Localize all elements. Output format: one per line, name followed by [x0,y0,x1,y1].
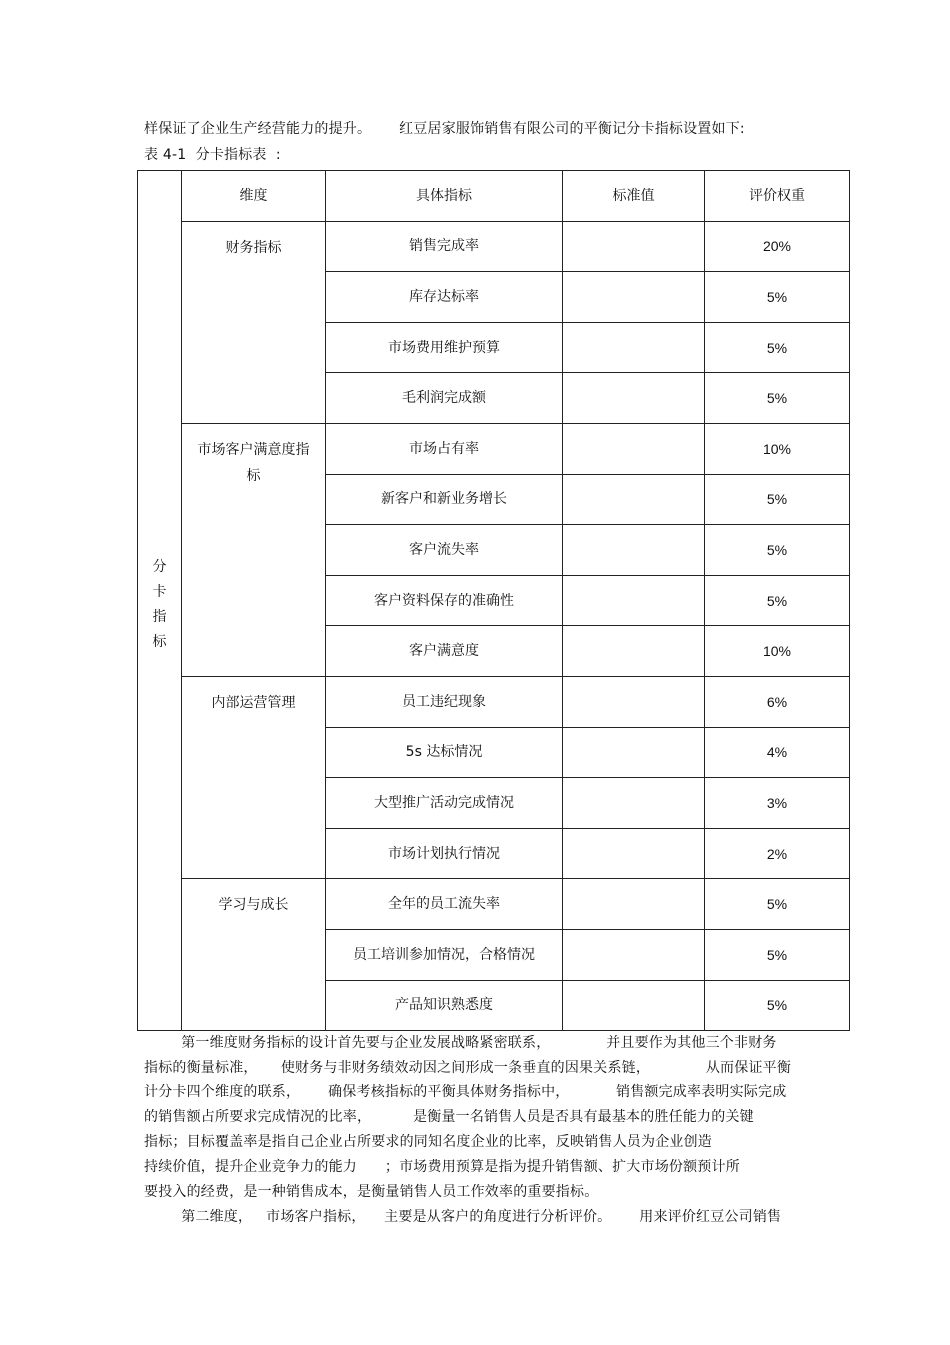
table-header-row [138,171,850,222]
standard-cell [563,373,705,424]
standard-cell [563,423,705,474]
weight-cell: 5% [705,929,850,980]
indicator-cell: 客户流失率 [326,525,563,576]
standard-cell [563,525,705,576]
header-cell: 维度 [182,171,326,222]
side-label-char: 卡 [152,583,167,600]
header-cell: 标准值 [563,171,705,222]
paragraph-line: 的销售额占所要求完成情况的比率， 是衡量一名销售人员是否具有最基本的胜任能力的关键 [144,1109,754,1125]
weight-cell: 2% [705,828,850,879]
weight-cell: 3% [705,778,850,829]
indicator-cell: 客户资料保存的准确性 [326,575,563,626]
standard-cell [563,575,705,626]
weight-cell: 10% [705,626,850,677]
standard-cell [563,727,705,778]
weight-cell: 6% [705,676,850,727]
weight-cell: 5% [705,373,850,424]
standard-cell [563,879,705,930]
standard-cell [563,778,705,829]
weight-cell: 5% [705,322,850,373]
weight-cell: 5% [705,575,850,626]
header-cell: 具体指标 [326,171,563,222]
dimension-cell: 学习与成长 [182,879,326,1031]
indicator-cell: 客户满意度 [326,626,563,677]
weight-cell: 4% [705,727,850,778]
standard-cell [563,322,705,373]
weight-cell: 5% [705,879,850,930]
indicator-cell: 员工培训参加情况，合格情况 [326,929,563,980]
side-label [138,171,182,1031]
table-row [138,221,850,272]
standard-cell [563,474,705,525]
header-cell: 评价权重 [705,171,850,222]
standard-cell [563,676,705,727]
indicator-cell: 产品知识熟悉度 [326,980,563,1031]
table-row [138,879,850,930]
standard-cell [563,929,705,980]
weight-cell: 5% [705,474,850,525]
standard-cell [563,828,705,879]
intro-line: 样保证了企业生产经营能力的提升。 红豆居家服饰销售有限公司的平衡记分卡指标设置如下: [144,121,745,137]
scorecard-table [137,170,850,1031]
side-label-char: 分 [152,558,167,575]
indicator-cell: 5s 达标情况 [326,727,563,778]
paragraph-line: 第二维度， 市场客户指标， 主要是从客户的角度进行分析评价。 用来评价红豆公司销售 [144,1209,782,1225]
dimension-cell: 财务指标 [182,221,326,423]
weight-cell: 5% [705,272,850,323]
standard-cell [563,221,705,272]
weight-cell: 5% [705,980,850,1031]
indicator-cell: 毛利润完成额 [326,373,563,424]
paragraph-line: 持续价值，提升企业竞争力的能力 ；市场费用预算是指为提升销售额、扩大市场份额预计所 [144,1159,740,1175]
dimension-cell: 市场客户满意度指标 [182,423,326,676]
dimension-cell: 内部运营管理 [182,676,326,878]
indicator-cell: 市场计划执行情况 [326,828,563,879]
paragraph-line: 计分卡四个维度的联系， 确保考核指标的平衡具体财务指标中， 销售额完成率表明实际完成 [144,1084,787,1100]
standard-cell [563,980,705,1031]
indicator-cell: 新客户和新业务增长 [326,474,563,525]
standard-cell [563,272,705,323]
weight-cell: 5% [705,525,850,576]
indicator-cell: 库存达标率 [326,272,563,323]
side-label-char: 指 [152,608,167,625]
table-row [138,423,850,474]
indicator-cell: 市场费用维护预算 [326,322,563,373]
table-row [138,676,850,727]
weight-cell: 10% [705,423,850,474]
table-caption: 表 4-1 分卡指标表 : [144,147,281,163]
weight-cell: 20% [705,221,850,272]
paragraph-line: 指标；目标覆盖率是指自己企业占所要求的同知名度企业的比率，反映销售人员为企业创造 [144,1134,712,1150]
indicator-cell: 销售完成率 [326,221,563,272]
standard-cell [563,626,705,677]
indicator-cell: 大型推广活动完成情况 [326,778,563,829]
paragraph-line: 指标的衡量标准， 使财务与非财务绩效动因之间形成一条垂直的因果关系链， 从而保证平衡 [144,1060,792,1076]
paragraph-line: 第一维度财务指标的设计首先要与企业发展战略紧密联系， 并且要作为其他三个非财务 [144,1035,777,1051]
paragraph-line: 要投入的经费，是一种销售成本，是衡量销售人员工作效率的重要指标。 [144,1184,599,1200]
indicator-cell: 市场占有率 [326,423,563,474]
indicator-cell: 全年的员工流失率 [326,879,563,930]
indicator-cell: 员工违纪现象 [326,676,563,727]
side-label-char: 标 [152,633,167,650]
